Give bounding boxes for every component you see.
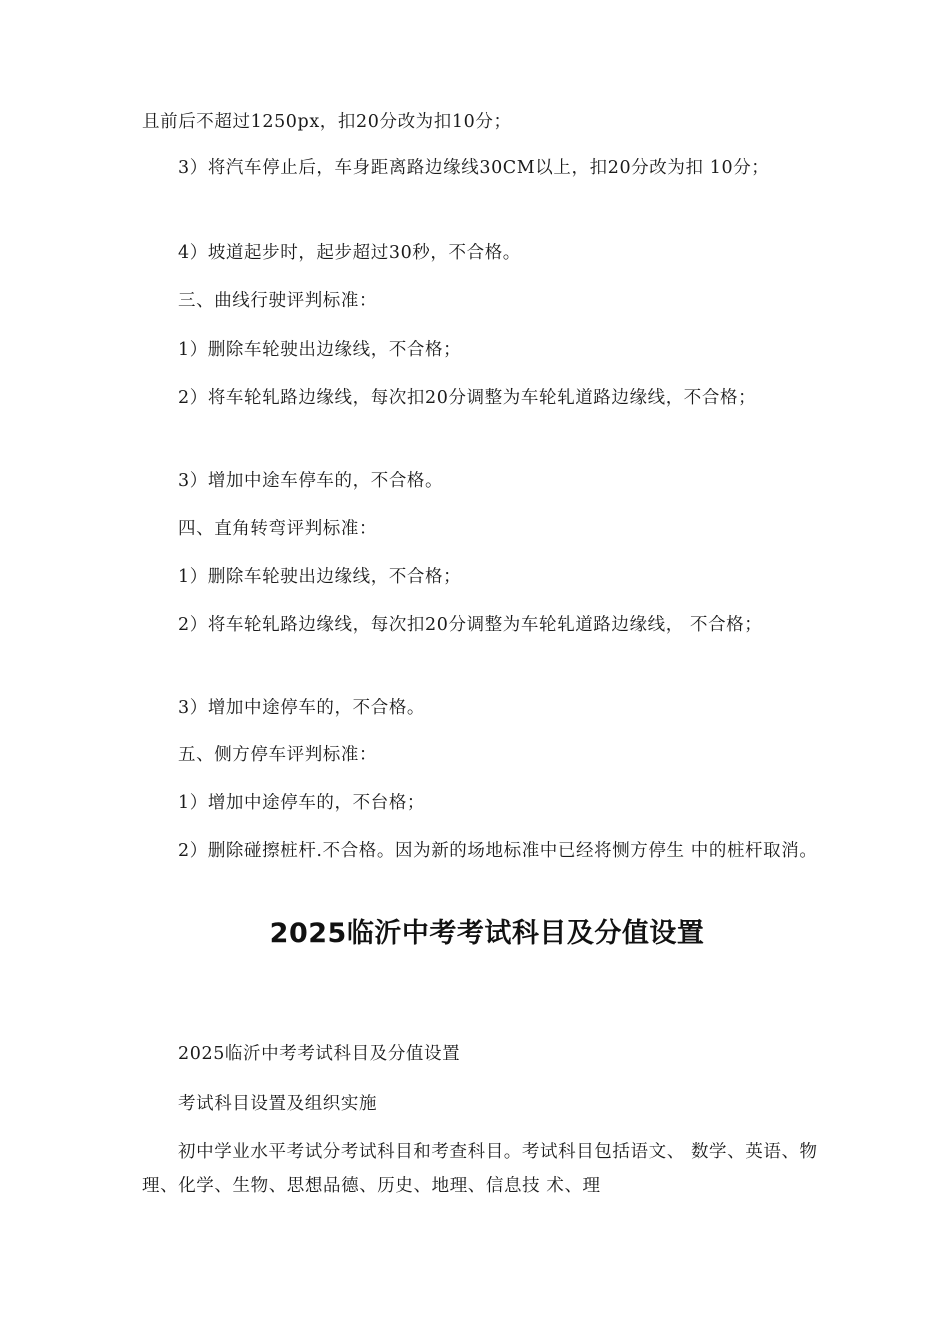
paragraph-right-angle-2: 2）将车轮轧路边缘线，每次扣20分调整为车轮轧道路边缘线， 不合格； <box>178 615 763 635</box>
paragraph-subjects: 初中学业水平考试分考试科目和考查科目。考试科目包括语文、 数学、英语、物理、化学、生物、思想品德、历史、地理、信息技 术、理 <box>142 1142 818 1196</box>
paragraph-continuation: 且前后不超过1250px，扣20分改为扣10分； <box>142 112 512 132</box>
paragraph-curve-2: 2）将车轮轧路边缘线，每次扣20分调整为车轮轧道路边缘线，不合格； <box>178 388 757 408</box>
section-heading-side-parking: 五、侧方停车评判标准： <box>178 745 378 765</box>
paragraph-side-parking-1: 1）增加中途停车的，不台格； <box>178 793 426 813</box>
paragraph-item-3: 3）将汽车停止后，车身距离路边缘线30CM以上，扣20分改为扣 10分； <box>178 158 770 178</box>
paragraph-item-4: 4）坡道起步时，起步超过30秒，不合格。 <box>178 243 521 263</box>
paragraph-right-angle-3: 3）增加中途停车的，不合格。 <box>178 698 426 718</box>
paragraph-right-angle-1: 1）删除车轮驶出边缘线，不合格； <box>178 567 462 587</box>
section-heading-curve: 三、曲线行驶评判标准： <box>178 291 378 311</box>
paragraph-section-label: 考试科目设置及组织实施 <box>178 1094 378 1114</box>
paragraph-curve-3: 3）增加中途车停车的，不合格。 <box>178 471 444 491</box>
paragraph-curve-1: 1）删除车轮驶出边缘线，不合格； <box>178 340 462 360</box>
paragraph-subtitle: 2025临沂中考考试科目及分值设置 <box>178 1044 461 1064</box>
section-heading-right-angle: 四、直角转弯评判标准： <box>178 519 378 539</box>
document-title: 2025临沂中考考试科目及分值设置 <box>269 918 705 949</box>
paragraph-side-parking-2: 2）删除碰擦桩杆.不合格。因为新的场地标准中已经将恻方停生 中的桩杆取消。 <box>178 841 818 861</box>
